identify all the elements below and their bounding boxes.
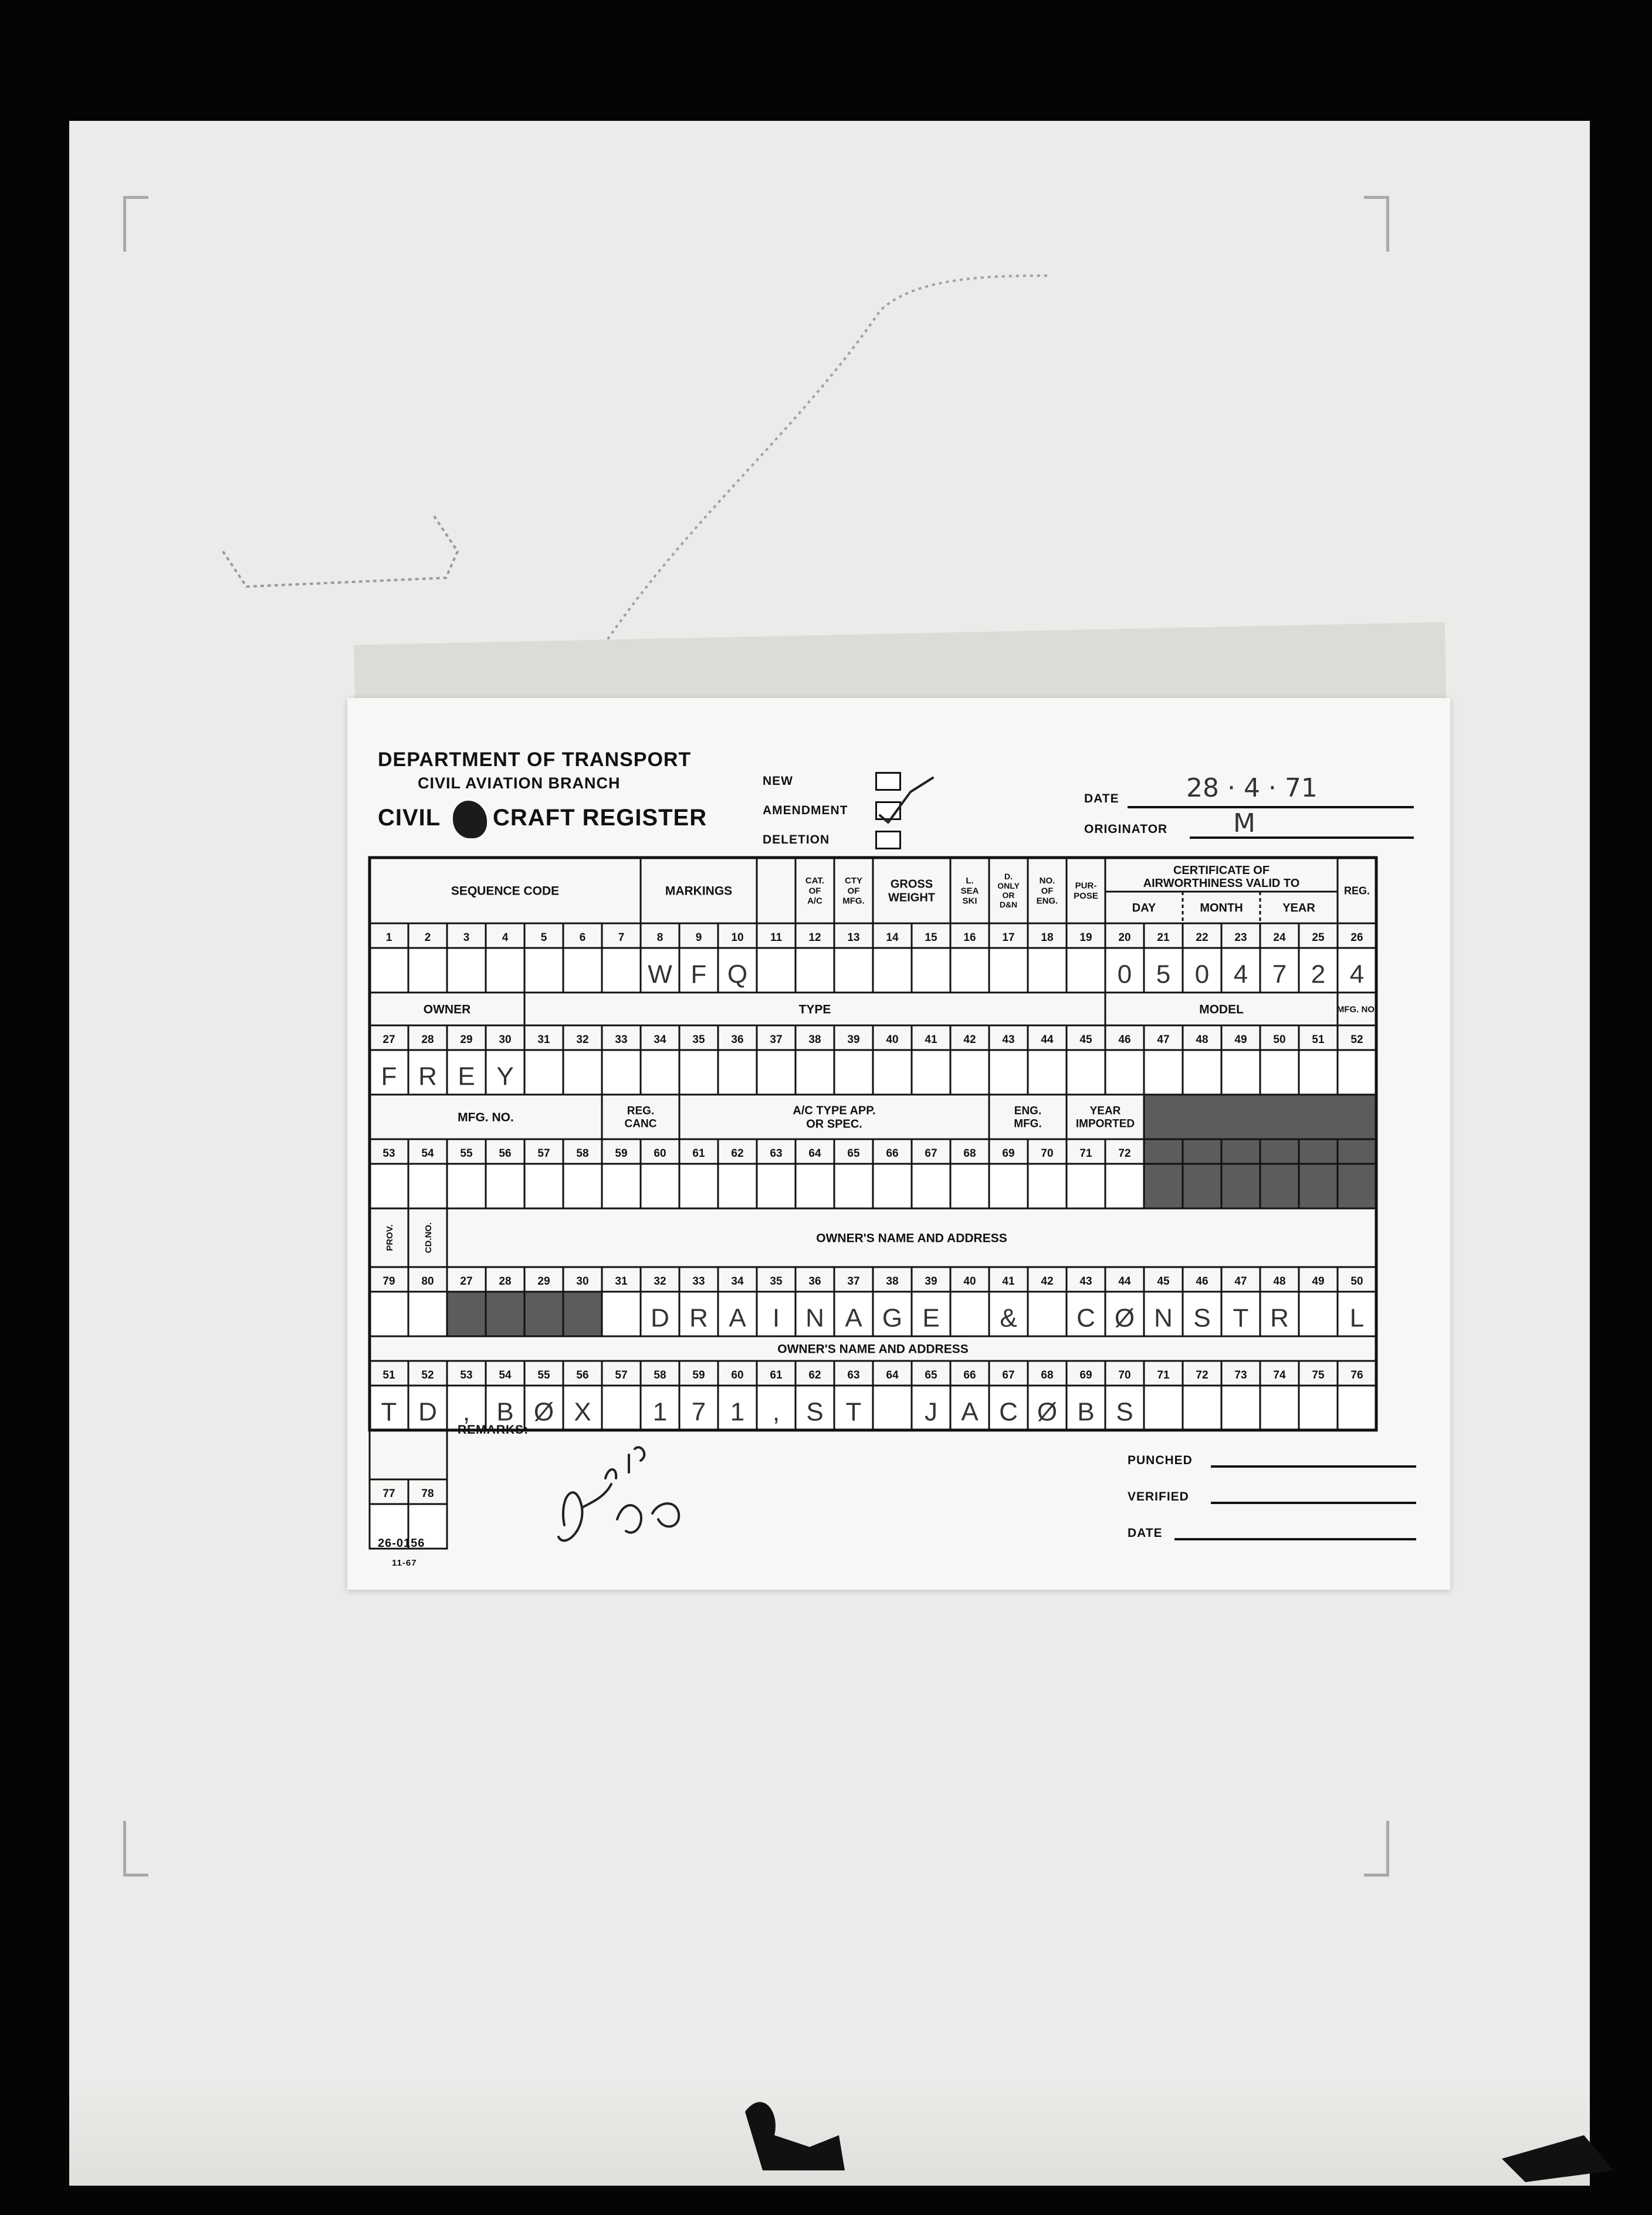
row1-entry-value: F bbox=[690, 960, 707, 989]
column-number: 11 bbox=[770, 932, 783, 944]
row5-entry-value: T bbox=[845, 1397, 862, 1427]
column-number: 9 bbox=[695, 932, 702, 944]
day-header: DAY bbox=[1132, 902, 1156, 915]
row1-entry-value: W bbox=[648, 960, 672, 989]
column-number: 42 bbox=[1041, 1275, 1054, 1288]
column-number: 31 bbox=[537, 1034, 550, 1046]
row5-entry-value: 1 bbox=[730, 1397, 745, 1427]
column-number: 35 bbox=[692, 1034, 705, 1046]
row1-entry-value: 0 bbox=[1194, 960, 1210, 989]
owner-name-address-header: OWNER'S NAME AND ADDRESS bbox=[816, 1231, 1007, 1245]
column-number: 14 bbox=[886, 932, 899, 944]
column-number: 58 bbox=[576, 1147, 589, 1160]
column-number: 46 bbox=[1196, 1275, 1208, 1288]
engines-header: OF bbox=[1041, 886, 1054, 896]
column-number: 80 bbox=[421, 1275, 434, 1288]
row5-entry-value: Ø bbox=[1037, 1397, 1058, 1427]
column-number: 60 bbox=[654, 1147, 666, 1160]
row1-entry-value: 2 bbox=[1311, 960, 1326, 989]
row2-entry-value: F bbox=[381, 1062, 397, 1091]
column-number: 23 bbox=[1234, 932, 1247, 944]
column-number: 40 bbox=[963, 1275, 976, 1288]
deletion-label: DELETION bbox=[763, 833, 830, 846]
owner-header: OWNER bbox=[423, 1002, 471, 1017]
branch-heading: CIVIL AVIATION BRANCH bbox=[418, 774, 621, 792]
column-number: 31 bbox=[615, 1275, 628, 1288]
column-number: 33 bbox=[615, 1034, 628, 1046]
column-number: 34 bbox=[731, 1275, 744, 1288]
gross-weight-header: WEIGHT bbox=[888, 891, 935, 905]
reg-canc-header: REG. bbox=[627, 1105, 655, 1117]
day-night-header: D&N bbox=[999, 900, 1018, 910]
row1-entry-value: Q bbox=[727, 960, 748, 989]
column-number: 36 bbox=[731, 1034, 744, 1046]
column-number: 32 bbox=[654, 1275, 666, 1288]
column-number: 49 bbox=[1312, 1275, 1325, 1288]
row4-entry-value: D bbox=[651, 1303, 669, 1333]
cty-header: MFG. bbox=[842, 896, 865, 906]
column-number: 19 bbox=[1079, 932, 1092, 944]
cat-header: OF bbox=[808, 886, 821, 896]
column-number: 50 bbox=[1273, 1034, 1286, 1046]
row4-entry-value: L bbox=[1349, 1303, 1365, 1333]
column-number: 37 bbox=[847, 1275, 860, 1288]
column-number: 66 bbox=[886, 1147, 899, 1160]
column-number: 55 bbox=[460, 1147, 473, 1160]
column-number: 54 bbox=[499, 1369, 512, 1382]
date-label: DATE bbox=[1084, 792, 1119, 805]
owner-name-address-header-2: OWNER'S NAME AND ADDRESS bbox=[777, 1342, 969, 1356]
originator-value: M bbox=[1233, 808, 1255, 838]
column-number: 1 bbox=[385, 932, 392, 944]
column-number: 2 bbox=[424, 932, 431, 944]
column-number: 59 bbox=[692, 1369, 705, 1382]
column-number: 21 bbox=[1157, 932, 1170, 944]
column-number: 27 bbox=[460, 1275, 473, 1288]
airworthiness-header: AIRWORTHINESS VALID TO bbox=[1143, 877, 1300, 890]
type-header: TYPE bbox=[798, 1002, 831, 1017]
row5-entry-value: B bbox=[496, 1397, 514, 1427]
column-number: 24 bbox=[1273, 932, 1286, 944]
row4-entry-value: A bbox=[845, 1303, 862, 1333]
column-number: 53 bbox=[382, 1147, 395, 1160]
column-number: 20 bbox=[1118, 932, 1131, 944]
column-number: 36 bbox=[808, 1275, 821, 1288]
row5-entry-value: 7 bbox=[691, 1397, 706, 1427]
row5-entry-value: T bbox=[381, 1397, 397, 1427]
form-title-civil: CIVIL bbox=[378, 805, 441, 831]
row4-entry-value: T bbox=[1233, 1303, 1249, 1333]
row2-entry-value: E bbox=[458, 1062, 475, 1091]
column-number: 43 bbox=[1079, 1275, 1092, 1288]
column-number: 16 bbox=[963, 932, 976, 944]
column-number: 73 bbox=[1234, 1369, 1247, 1382]
column-number: 71 bbox=[1157, 1369, 1170, 1382]
column-number: 27 bbox=[382, 1034, 395, 1046]
column-number: 45 bbox=[1079, 1034, 1092, 1046]
column-number: 17 bbox=[1002, 932, 1015, 944]
airworthiness-header: CERTIFICATE OF bbox=[1173, 864, 1270, 877]
sequence-code-header: SEQUENCE CODE bbox=[451, 884, 560, 898]
punched-label: PUNCHED bbox=[1128, 1454, 1193, 1467]
column-number: 79 bbox=[382, 1275, 395, 1288]
row2-entry-value: R bbox=[418, 1062, 437, 1091]
column-number: 54 bbox=[421, 1147, 434, 1160]
column-number: 58 bbox=[654, 1369, 666, 1382]
footer-date-label: DATE bbox=[1128, 1526, 1163, 1540]
row4-entry-value: S bbox=[1193, 1303, 1211, 1333]
date-value: 28 · 4 · 71 bbox=[1186, 773, 1318, 803]
row5-entry-value: D bbox=[418, 1397, 437, 1427]
row4-entry-value: E bbox=[922, 1303, 940, 1333]
row4-entry-value: & bbox=[1000, 1303, 1017, 1333]
gross-weight-header: GROSS bbox=[890, 878, 933, 891]
reg-canc-header: CANC bbox=[624, 1117, 657, 1130]
column-number: 76 bbox=[1350, 1369, 1363, 1382]
column-number: 75 bbox=[1312, 1369, 1325, 1382]
column-number: 44 bbox=[1118, 1275, 1131, 1288]
eng-mfg-header: MFG. bbox=[1014, 1117, 1042, 1130]
row4-entry-value: G bbox=[882, 1303, 903, 1333]
row1-entry-value: 4 bbox=[1233, 960, 1248, 989]
column-number: 28 bbox=[499, 1275, 512, 1288]
purpose-header: PUR- bbox=[1075, 880, 1097, 891]
mfg-no-header-2: MFG. NO. bbox=[458, 1110, 514, 1125]
row1-entry-value: 5 bbox=[1156, 960, 1171, 989]
day-night-header: D. bbox=[1004, 871, 1013, 881]
cty-header: CTY bbox=[845, 876, 862, 886]
column-number: 44 bbox=[1041, 1034, 1054, 1046]
row1-entry-value: 0 bbox=[1117, 960, 1132, 989]
column-number: 39 bbox=[925, 1275, 937, 1288]
column-number: 29 bbox=[537, 1275, 550, 1288]
column-number: 62 bbox=[808, 1369, 821, 1382]
column-number: 65 bbox=[847, 1147, 860, 1160]
verified-label: VERIFIED bbox=[1128, 1490, 1189, 1503]
column-number: 4 bbox=[502, 932, 509, 944]
column-number: 46 bbox=[1118, 1034, 1131, 1046]
column-number: 29 bbox=[460, 1034, 473, 1046]
column-number: 47 bbox=[1157, 1034, 1170, 1046]
form-number: 26-0156 bbox=[378, 1537, 425, 1550]
column-number: 52 bbox=[421, 1369, 434, 1382]
column-number: 70 bbox=[1041, 1147, 1054, 1160]
year-imported-header: IMPORTED bbox=[1075, 1117, 1135, 1130]
column-number: 49 bbox=[1234, 1034, 1247, 1046]
row4-entry-value: N bbox=[1154, 1303, 1173, 1333]
row1-entry-value: 4 bbox=[1349, 960, 1365, 989]
cd-no-header: CD.NO. bbox=[424, 1222, 434, 1254]
column-number: 63 bbox=[847, 1369, 860, 1382]
column-number: 69 bbox=[1002, 1147, 1015, 1160]
row5-entry-value: S bbox=[806, 1397, 824, 1427]
form-revision: 11-67 bbox=[392, 1558, 417, 1568]
row5-entry-value: S bbox=[1116, 1397, 1133, 1427]
row4-entry-value: I bbox=[772, 1303, 780, 1333]
column-number: 51 bbox=[1312, 1034, 1325, 1046]
row5-entry-value: Ø bbox=[533, 1397, 554, 1427]
column-number: 57 bbox=[537, 1147, 550, 1160]
model-header: MODEL bbox=[1199, 1002, 1244, 1017]
column-number: 7 bbox=[618, 932, 625, 944]
column-number: 77 bbox=[382, 1488, 395, 1500]
row5-entry-value: , bbox=[772, 1397, 780, 1427]
column-number: 51 bbox=[382, 1369, 395, 1382]
row5-entry-value: X bbox=[574, 1397, 591, 1427]
markings-header: MARKINGS bbox=[665, 884, 733, 898]
column-number: 71 bbox=[1079, 1147, 1092, 1160]
column-number: 38 bbox=[808, 1034, 821, 1046]
column-number: 72 bbox=[1196, 1369, 1208, 1382]
column-number: 56 bbox=[499, 1147, 512, 1160]
column-number: 67 bbox=[925, 1147, 937, 1160]
column-number: 48 bbox=[1273, 1275, 1286, 1288]
ac-type-header: OR SPEC. bbox=[806, 1117, 862, 1131]
day-night-header: OR bbox=[1002, 890, 1015, 900]
column-number: 63 bbox=[770, 1147, 783, 1160]
year-imported-header: YEAR bbox=[1089, 1105, 1121, 1117]
cat-header: A/C bbox=[807, 896, 822, 906]
column-number: 35 bbox=[770, 1275, 783, 1288]
column-number: 57 bbox=[615, 1369, 628, 1382]
column-number: 50 bbox=[1350, 1275, 1363, 1288]
column-number: 59 bbox=[615, 1147, 628, 1160]
sea-ski-header: SEA bbox=[960, 886, 979, 896]
cat-header: CAT. bbox=[805, 876, 825, 886]
column-number: 8 bbox=[656, 932, 663, 944]
column-number: 41 bbox=[925, 1034, 937, 1046]
column-number: 22 bbox=[1196, 932, 1208, 944]
sea-ski-header: L. bbox=[966, 876, 974, 886]
day-night-header: ONLY bbox=[997, 880, 1020, 890]
row5-entry-value: C bbox=[999, 1397, 1018, 1427]
column-number: 78 bbox=[421, 1488, 434, 1500]
column-number: 13 bbox=[847, 932, 860, 944]
column-number: 65 bbox=[925, 1369, 937, 1382]
new-label: NEW bbox=[763, 774, 793, 788]
column-number: 69 bbox=[1079, 1369, 1092, 1382]
row4-entry-value: C bbox=[1076, 1303, 1095, 1333]
column-number: 62 bbox=[731, 1147, 744, 1160]
column-number: 70 bbox=[1118, 1369, 1131, 1382]
engines-header: ENG. bbox=[1036, 896, 1058, 906]
row5-entry-value: , bbox=[462, 1397, 470, 1427]
column-number: 12 bbox=[808, 932, 821, 944]
column-number: 10 bbox=[731, 932, 744, 944]
column-number: 25 bbox=[1312, 932, 1325, 944]
column-number: 28 bbox=[421, 1034, 434, 1046]
remarks-label: REMARKS: bbox=[458, 1423, 529, 1437]
column-number: 60 bbox=[731, 1369, 744, 1382]
column-number: 39 bbox=[847, 1034, 860, 1046]
column-number: 6 bbox=[579, 932, 586, 944]
purpose-header: POSE bbox=[1074, 890, 1098, 901]
mfg-no-header: MFG. NO. bbox=[1336, 1004, 1377, 1015]
row5-entry-value: A bbox=[961, 1397, 979, 1427]
column-number: 37 bbox=[770, 1034, 783, 1046]
column-number: 64 bbox=[886, 1369, 899, 1382]
column-number: 30 bbox=[499, 1034, 512, 1046]
column-number: 48 bbox=[1196, 1034, 1208, 1046]
column-number: 40 bbox=[886, 1034, 899, 1046]
year-header: YEAR bbox=[1282, 902, 1315, 915]
prov-header: PROV. bbox=[385, 1224, 395, 1251]
column-number: 45 bbox=[1157, 1275, 1170, 1288]
column-number: 43 bbox=[1002, 1034, 1015, 1046]
column-number: 61 bbox=[770, 1369, 783, 1382]
column-number: 32 bbox=[576, 1034, 589, 1046]
row5-entry-value: B bbox=[1077, 1397, 1095, 1427]
column-number: 56 bbox=[576, 1369, 589, 1382]
column-number: 55 bbox=[537, 1369, 550, 1382]
column-number: 67 bbox=[1002, 1369, 1015, 1382]
column-number: 33 bbox=[692, 1275, 705, 1288]
row4-entry-value: N bbox=[805, 1303, 824, 1333]
originator-label: ORIGINATOR bbox=[1084, 822, 1168, 836]
department-heading: DEPARTMENT OF TRANSPORT bbox=[378, 749, 692, 771]
column-number: 3 bbox=[463, 932, 470, 944]
column-number: 26 bbox=[1350, 932, 1363, 944]
column-number: 74 bbox=[1273, 1369, 1286, 1382]
column-number: 68 bbox=[963, 1147, 976, 1160]
column-number: 41 bbox=[1002, 1275, 1015, 1288]
column-number: 66 bbox=[963, 1369, 976, 1382]
column-number: 52 bbox=[1350, 1034, 1363, 1046]
ac-type-header: A/C TYPE APP. bbox=[793, 1104, 876, 1117]
engines-header: NO. bbox=[1039, 876, 1055, 886]
column-number: 64 bbox=[808, 1147, 821, 1160]
column-number: 61 bbox=[692, 1147, 705, 1160]
form-title-rest: CRAFT REGISTER bbox=[493, 805, 707, 831]
eng-mfg-header: ENG. bbox=[1014, 1105, 1042, 1117]
column-number: 18 bbox=[1041, 932, 1054, 944]
column-number: 72 bbox=[1118, 1147, 1131, 1160]
column-number: 38 bbox=[886, 1275, 899, 1288]
column-number: 15 bbox=[925, 932, 937, 944]
column-number: 5 bbox=[540, 932, 547, 944]
cty-header: OF bbox=[847, 886, 860, 896]
reg-header: REG. bbox=[1343, 885, 1370, 897]
amendment-label: AMENDMENT bbox=[763, 804, 848, 817]
row4-entry-value: R bbox=[689, 1303, 708, 1333]
row2-entry-value: Y bbox=[496, 1062, 514, 1091]
row5-entry-value: 1 bbox=[652, 1397, 668, 1427]
month-header: MONTH bbox=[1200, 902, 1243, 915]
row4-entry-value: A bbox=[729, 1303, 746, 1333]
sea-ski-header: SKI bbox=[962, 896, 977, 906]
column-number: 30 bbox=[576, 1275, 589, 1288]
row4-entry-value: Ø bbox=[1114, 1303, 1135, 1333]
row1-entry-value: 7 bbox=[1272, 960, 1287, 989]
row5-entry-value: J bbox=[925, 1397, 937, 1427]
column-number: 34 bbox=[654, 1034, 666, 1046]
column-number: 42 bbox=[963, 1034, 976, 1046]
column-number: 47 bbox=[1234, 1275, 1247, 1288]
column-number: 68 bbox=[1041, 1369, 1054, 1382]
column-number: 53 bbox=[460, 1369, 473, 1382]
row4-entry-value: R bbox=[1270, 1303, 1289, 1333]
